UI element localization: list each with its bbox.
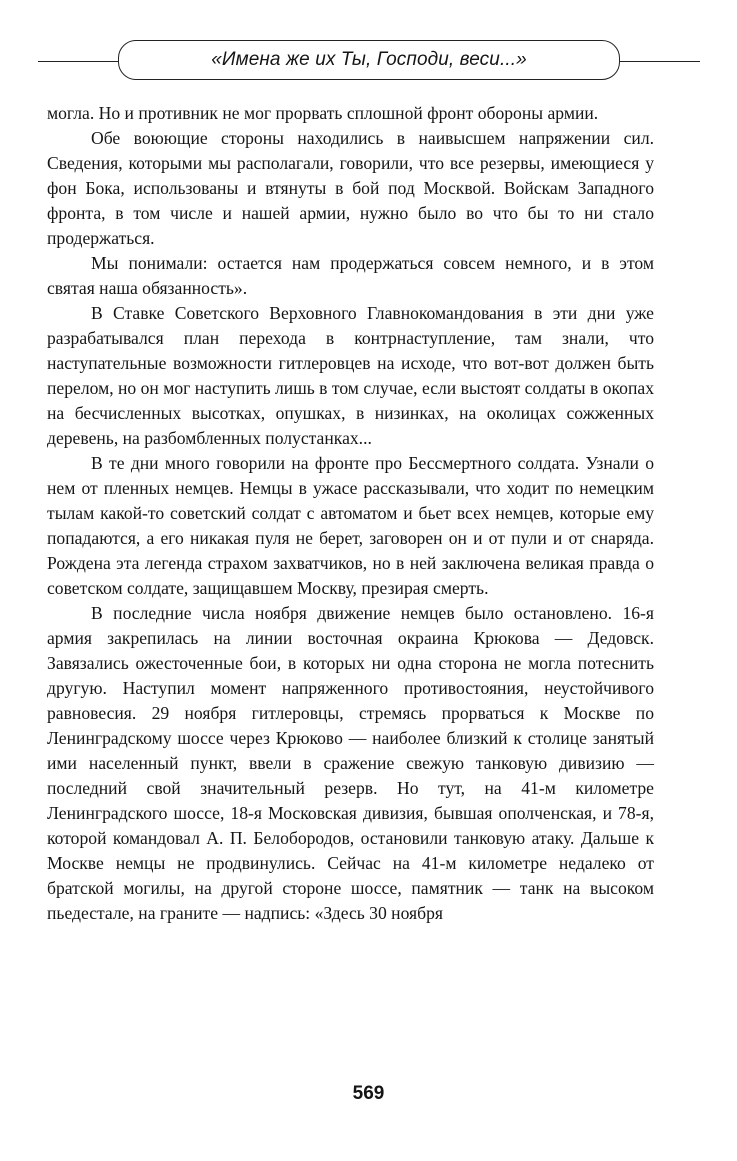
paragraph-continued: могла. Но и противник не мог прорвать сплошной фронт обороны армии.	[47, 103, 599, 123]
running-header	[38, 38, 700, 84]
paragraph: В последние числа ноября движение немцев было остановлено. 16-я армия закрепилась на линии восточная окраина Крюкова — Дедовск. Завязались ожесточенные бои, в которых ни одна сторона не могла потеснить другую. Наступил момент напряженного противостояния, неустойчивого равновесия. 29 ноября гитлеровцы, стремясь прорваться к Москве по Ленинградскому шоссе через Крюково — наиболее близкий к столице занятый ими населенный пункт, ввели в сражение свежую танковую дивизию — последний свой значительный резерв. Но тут, на 41-м километре Ленинградского шоссе, 18-я Московская дивизия, бывшая ополченская, и 78-я, которой командовал А. П. Белобородов, остановили танковую атаку. Дальше к Москве немцы не продвинулись. Сейчас на 41-м километре недалеко от братской могилы, на другой стороне шоссе, памятник — танк на высоком пьедестале, на граните — надпись: «Здесь 30 ноября	[47, 603, 654, 923]
header-frame	[118, 40, 620, 80]
paragraph: В те дни много говорили на фронте про Бессмертного солдата. Узнали о нем от пленных немцев. Немцы в ужасе рассказывали, что ходит по немецким тылам какой-то советский солдат с автоматом и бьет всех немцев, которые ему попадаются, а его никакая пуля не берет, заговорен он и от пули и от снаряда. Рождена эта легенда страхом захватчиков, но в ней заключена великая правда о советском солдате, защищавшем Москву, презирая смерть.	[47, 453, 654, 598]
paragraph: Обе воюющие стороны находились в наивысшем напряжении сил. Сведения, которыми мы располагали, говорили, что все резервы, имеющиеся у фон Бока, использованы и втянуты в бой под Москвой. Войскам Западного фронта, в том числе и нашей армии, нужно было во что бы то ни стало продержаться.	[47, 128, 654, 248]
paragraph: В Ставке Советского Верховного Главнокомандования в эти дни уже разрабатывался план перехода в контрнаступление, там знали, что наступательные возможности гитлеровцев на исходе, что вот-вот должен быть перелом, но он мог наступить лишь в том случае, если выстоят солдаты в окопах на бесчисленных высотках, опушках, в низинках, на околицах сожженных деревень, на разбомбленных полустанках...	[47, 303, 654, 448]
header-rule-left	[38, 61, 118, 62]
page-number: 569	[352, 1083, 385, 1104]
running-title: «Имена же их Ты, Господи, веси...»	[211, 49, 527, 70]
paragraph: Мы понимали: остается нам продержаться совсем немного, и в этом святая наша обязанность».	[47, 253, 654, 298]
header-rule-right	[620, 61, 700, 62]
body-text	[47, 101, 654, 926]
